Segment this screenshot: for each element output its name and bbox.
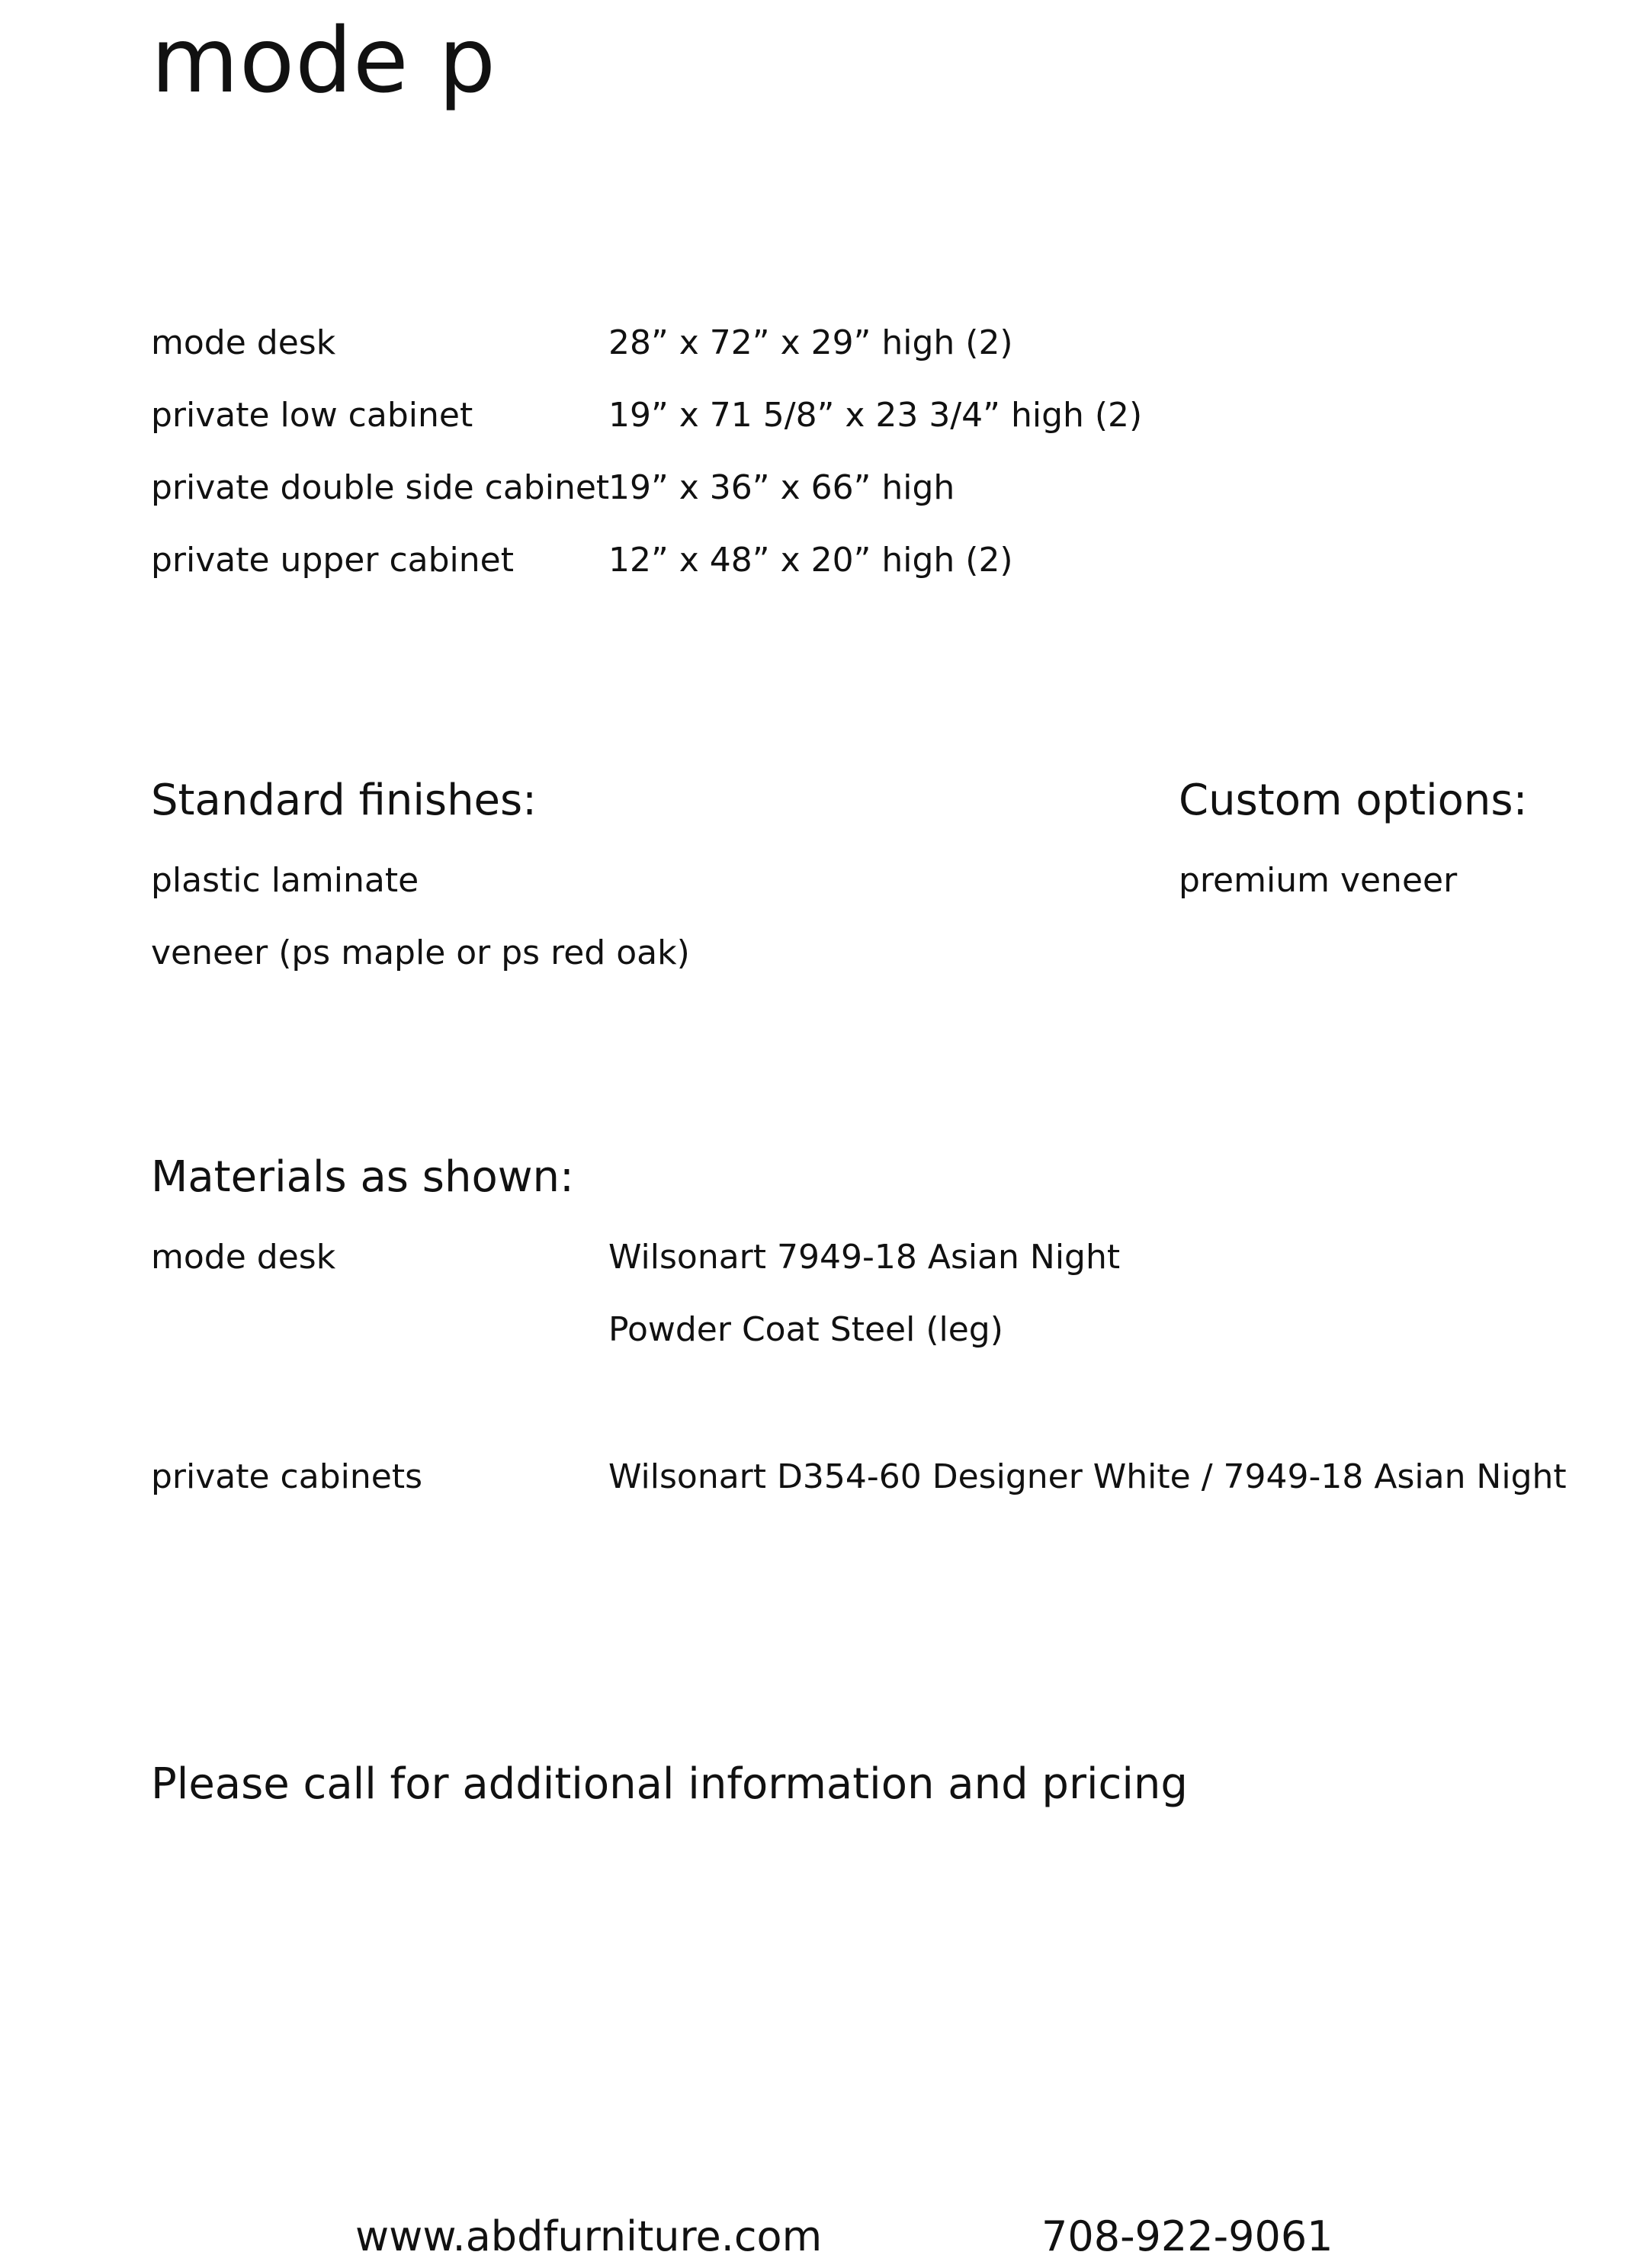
spec-item-dimensions: 19” x 71 5/8” x 23 3/4” high (2) (608, 396, 1143, 435)
website-link[interactable]: www.abdfurniture.com (355, 2212, 823, 2260)
spec-item-name: private low cabinet (151, 396, 473, 435)
spec-item-name: mode desk (151, 323, 336, 362)
spec-item-name: private upper cabinet (151, 541, 514, 580)
page-title: mode p (151, 8, 497, 113)
standard-finishes-heading: Standard finishes: (151, 776, 537, 825)
phone-number: 708-922-9061 (1041, 2212, 1333, 2260)
material-item-value: Wilsonart D354-60 Designer White / 7949-18 Asian Night (608, 1457, 1567, 1496)
materials-heading: Materials as shown: (151, 1152, 574, 1202)
spec-item-dimensions: 12” x 48” x 20” high (2) (608, 541, 1013, 580)
spec-item-dimensions: 28” x 72” x 29” high (2) (608, 323, 1013, 362)
material-item-name: mode desk (151, 1238, 336, 1277)
spec-item-dimensions: 19” x 36” x 66” high (608, 468, 955, 507)
material-item-value: Wilsonart 7949-18 Asian Night (608, 1238, 1121, 1277)
pricing-call-to-action: Please call for additional information and pricing (151, 1759, 1188, 1809)
custom-options-heading: Custom options: (1179, 776, 1528, 825)
custom-option-item: premium veneer (1179, 861, 1458, 900)
material-item-value: Powder Coat Steel (leg) (608, 1310, 1003, 1349)
finish-item: veneer (ps maple or ps red oak) (151, 933, 690, 972)
material-item-name: private cabinets (151, 1457, 422, 1496)
spec-item-name: private double side cabinet (151, 468, 610, 507)
finish-item: plastic laminate (151, 861, 419, 900)
